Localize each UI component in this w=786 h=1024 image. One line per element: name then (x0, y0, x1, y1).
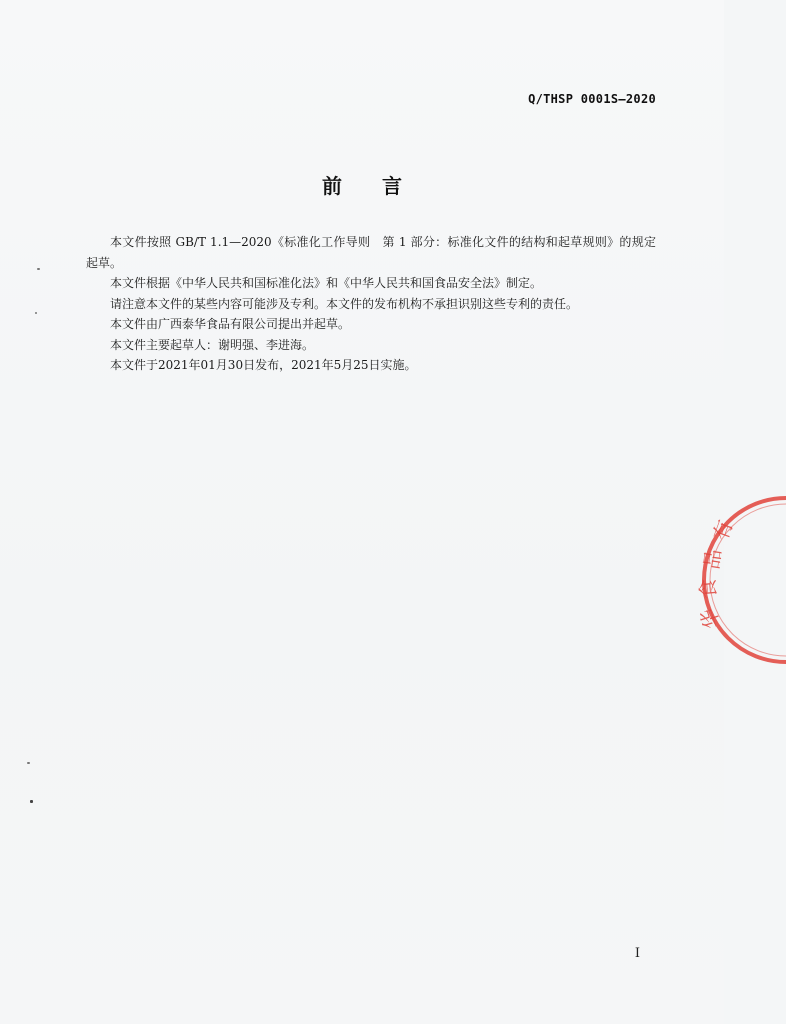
svg-text:食: 食 (695, 577, 721, 600)
scan-speck (30, 800, 33, 803)
paragraph-proposer: 本文件由广西泰华食品有限公司提出并起草。 (110, 317, 351, 331)
scan-speck (37, 268, 40, 270)
paragraph-legal-basis: 本文件根据《中华人民共和国标准化法》和《中华人民共和国食品安全法》制定。 (110, 276, 543, 290)
scan-speck (27, 762, 30, 764)
svg-text:有: 有 (708, 516, 738, 544)
page-title: 前言 (322, 174, 442, 198)
svg-text:品: 品 (699, 547, 726, 571)
scan-speck (35, 312, 37, 314)
page-number: I (634, 946, 640, 961)
document-code: Q/THSP 0001S—2020 (528, 92, 656, 106)
svg-text:华: 华 (695, 605, 725, 632)
paragraph-dates: 本文件于2021年01月30日发布，2021年5月25日实施。 (110, 358, 417, 372)
foreword-body (86, 232, 656, 376)
company-seal-stamp (696, 430, 786, 730)
paragraph-drafting-rules: 本文件按照 GB/T 1.1—2020《标准化工作导则 第 1 部分：标准化文件的结构和起草规则》的规定起草。 (86, 235, 656, 270)
paragraph-drafters: 本文件主要起草人：谢明强、李进海。 (110, 337, 315, 352)
paragraph-patent-notice: 请注意本文件的某些内容可能涉及专利。本文件的发布机构不承担识别这些专利的责任。 (110, 296, 579, 311)
